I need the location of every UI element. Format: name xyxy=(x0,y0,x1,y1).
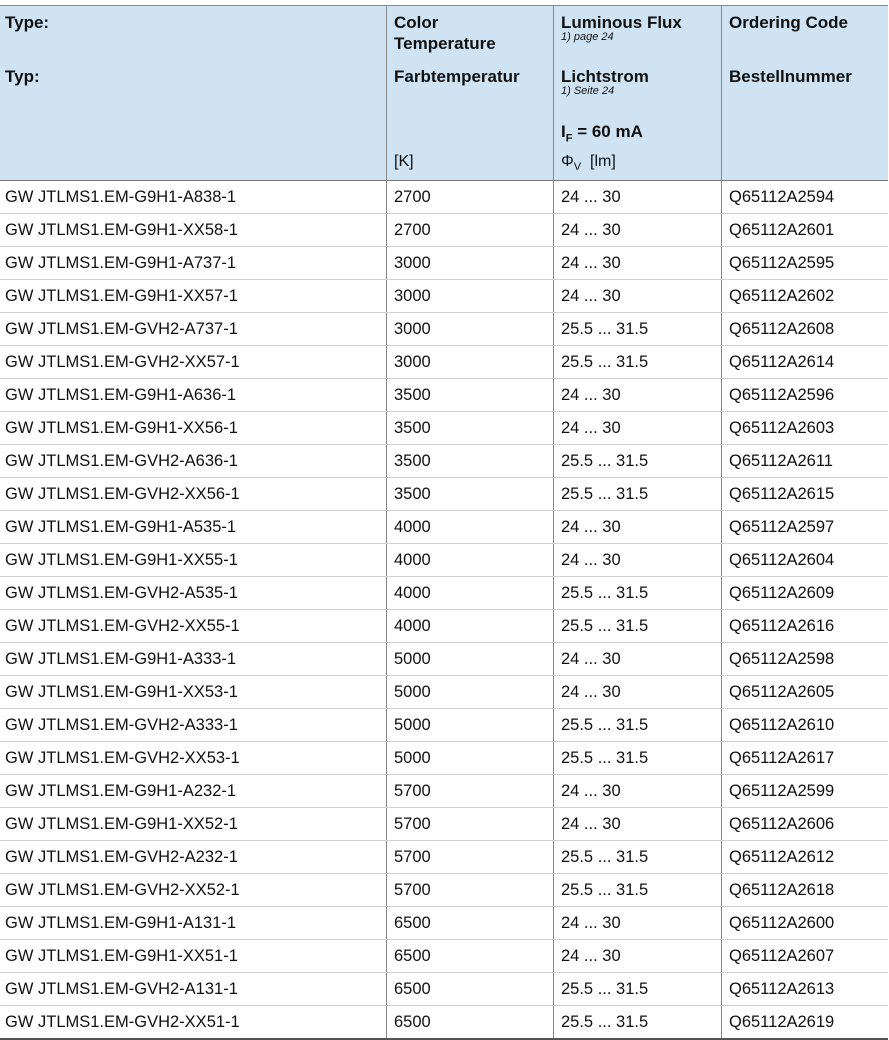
header-flux-de: Lichtstrom xyxy=(561,67,649,86)
cell-luminous-flux: 24 ... 30 xyxy=(553,643,722,675)
cell-ordering-code: Q65112A2596 xyxy=(721,379,889,411)
cell-type: GW JTLMS1.EM-G9H1-A333-1 xyxy=(5,650,237,668)
table-row xyxy=(0,379,888,412)
table-row xyxy=(0,940,888,973)
header-color-de: Farbtemperatur xyxy=(394,67,520,86)
header-type-en: Type: xyxy=(5,13,50,32)
header-luminous-flux xyxy=(553,6,722,180)
cell-luminous-flux: 25.5 ... 31.5 xyxy=(553,346,722,378)
cell-luminous-flux: 25.5 ... 31.5 xyxy=(553,709,722,741)
table-row xyxy=(0,841,888,874)
table-row xyxy=(0,346,888,379)
table-row xyxy=(0,577,888,610)
cell-ordering-code: Q65112A2603 xyxy=(721,412,889,444)
cell-ordering-code: Q65112A2606 xyxy=(721,808,889,840)
cell-ordering-code: Q65112A2611 xyxy=(721,445,889,477)
cell-color-temperature: 4000 xyxy=(386,544,554,576)
ordering-table xyxy=(0,5,888,1040)
cell-type: GW JTLMS1.EM-G9H1-A131-1 xyxy=(5,914,237,932)
cell-type: GW JTLMS1.EM-G9H1-A737-1 xyxy=(5,254,237,272)
cell-luminous-flux: 24 ... 30 xyxy=(553,940,722,972)
cell-luminous-flux: 25.5 ... 31.5 xyxy=(553,610,722,642)
cell-luminous-flux: 25.5 ... 31.5 xyxy=(553,445,722,477)
cell-color-temperature: 6500 xyxy=(386,973,554,1005)
table-row xyxy=(0,643,888,676)
table-row xyxy=(0,181,888,214)
cell-type: GW JTLMS1.EM-G9H1-A232-1 xyxy=(5,782,237,800)
cell-luminous-flux: 24 ... 30 xyxy=(553,412,722,444)
cell-color-temperature: 3500 xyxy=(386,379,554,411)
cell-ordering-code: Q65112A2608 xyxy=(721,313,889,345)
cell-color-temperature: 3000 xyxy=(386,313,554,345)
cell-ordering-code: Q65112A2616 xyxy=(721,610,889,642)
cell-luminous-flux: 25.5 ... 31.5 xyxy=(553,313,722,345)
cell-luminous-flux: 25.5 ... 31.5 xyxy=(553,742,722,774)
table-row xyxy=(0,247,888,280)
table-row xyxy=(0,313,888,346)
cell-type: GW JTLMS1.EM-G9H1-XX53-1 xyxy=(5,683,238,701)
cell-type: GW JTLMS1.EM-GVH2-XX52-1 xyxy=(5,881,240,899)
cell-ordering-code: Q65112A2605 xyxy=(721,676,889,708)
cell-ordering-code: Q65112A2598 xyxy=(721,643,889,675)
cell-color-temperature: 3000 xyxy=(386,280,554,312)
table-row xyxy=(0,511,888,544)
cell-ordering-code: Q65112A2600 xyxy=(721,907,889,939)
cell-luminous-flux: 25.5 ... 31.5 xyxy=(553,841,722,873)
cell-ordering-code: Q65112A2599 xyxy=(721,775,889,807)
cell-luminous-flux: 25.5 ... 31.5 xyxy=(553,478,722,510)
cell-ordering-code: Q65112A2610 xyxy=(721,709,889,741)
cell-luminous-flux: 24 ... 30 xyxy=(553,907,722,939)
cell-ordering-code: Q65112A2607 xyxy=(721,940,889,972)
cell-ordering-code: Q65112A2595 xyxy=(721,247,889,279)
table-row xyxy=(0,775,888,808)
cell-luminous-flux: 25.5 ... 31.5 xyxy=(553,1006,722,1038)
table-row xyxy=(0,874,888,907)
header-type-de: Typ: xyxy=(5,67,40,86)
cell-ordering-code: Q65112A2618 xyxy=(721,874,889,906)
cell-type: GW JTLMS1.EM-GVH2-A636-1 xyxy=(5,452,238,470)
cell-luminous-flux: 24 ... 30 xyxy=(553,181,722,213)
cell-ordering-code: Q65112A2602 xyxy=(721,280,889,312)
cell-luminous-flux: 24 ... 30 xyxy=(553,775,722,807)
cell-luminous-flux: 24 ... 30 xyxy=(553,808,722,840)
header-ordering-code xyxy=(721,6,889,180)
cell-color-temperature: 5000 xyxy=(386,742,554,774)
cell-ordering-code: Q65112A2604 xyxy=(721,544,889,576)
cell-type: GW JTLMS1.EM-GVH2-XX56-1 xyxy=(5,485,240,503)
table-row xyxy=(0,412,888,445)
header-flux-condition: $I_F = 60$ mA xyxy=(561,122,643,145)
cell-color-temperature: 5700 xyxy=(386,841,554,873)
table-row xyxy=(0,709,888,742)
cell-type: GW JTLMS1.EM-G9H1-XX51-1 xyxy=(5,947,238,965)
table-row xyxy=(0,808,888,841)
cell-type: GW JTLMS1.EM-G9H1-A535-1 xyxy=(5,518,237,536)
cell-color-temperature: 5700 xyxy=(386,775,554,807)
cell-color-temperature: 5000 xyxy=(386,643,554,675)
header-color-temperature xyxy=(386,6,554,180)
cell-luminous-flux: 24 ... 30 xyxy=(553,214,722,246)
table-row xyxy=(0,973,888,1006)
cell-ordering-code: Q65112A2597 xyxy=(721,511,889,543)
header-color-unit: [K] xyxy=(394,153,414,170)
cell-color-temperature: 3500 xyxy=(386,445,554,477)
table-row xyxy=(0,280,888,313)
cell-type: GW JTLMS1.EM-G9H1-XX58-1 xyxy=(5,221,238,239)
cell-type: GW JTLMS1.EM-G9H1-XX52-1 xyxy=(5,815,238,833)
cell-type: GW JTLMS1.EM-GVH2-A737-1 xyxy=(5,320,238,338)
cell-ordering-code: Q65112A2619 xyxy=(721,1006,889,1038)
cell-color-temperature: 3000 xyxy=(386,346,554,378)
cell-type: GW JTLMS1.EM-GVH2-A333-1 xyxy=(5,716,238,734)
table-row xyxy=(0,676,888,709)
header-color-en-1: Color xyxy=(394,13,439,32)
cell-ordering-code: Q65112A2617 xyxy=(721,742,889,774)
cell-type: GW JTLMS1.EM-GVH2-XX53-1 xyxy=(5,749,240,767)
cell-type: GW JTLMS1.EM-GVH2-A232-1 xyxy=(5,848,238,866)
header-flux-en-note: 1) page 24 xyxy=(561,31,614,43)
cell-color-temperature: 4000 xyxy=(386,610,554,642)
cell-luminous-flux: 24 ... 30 xyxy=(553,544,722,576)
table-row xyxy=(0,907,888,940)
cell-color-temperature: 6500 xyxy=(386,940,554,972)
table-row xyxy=(0,610,888,643)
header-flux-unit: $\Phi_V$ [lm] xyxy=(561,153,616,174)
header-color-en-2: Temperature xyxy=(394,34,496,53)
header-flux-de-note: 1) Seite 24 xyxy=(561,85,615,97)
cell-ordering-code: Q65112A2613 xyxy=(721,973,889,1005)
cell-ordering-code: Q65112A2601 xyxy=(721,214,889,246)
cell-luminous-flux: 24 ... 30 xyxy=(553,676,722,708)
cell-type: GW JTLMS1.EM-GVH2-A131-1 xyxy=(5,980,238,998)
header-type xyxy=(0,6,386,180)
cell-type: GW JTLMS1.EM-G9H1-XX56-1 xyxy=(5,419,238,437)
table-row xyxy=(0,544,888,577)
cell-ordering-code: Q65112A2615 xyxy=(721,478,889,510)
cell-type: GW JTLMS1.EM-G9H1-XX55-1 xyxy=(5,551,238,569)
table-row xyxy=(0,1006,888,1040)
cell-color-temperature: 6500 xyxy=(386,1006,554,1038)
table-row xyxy=(0,214,888,247)
cell-color-temperature: 5700 xyxy=(386,874,554,906)
cell-ordering-code: Q65112A2614 xyxy=(721,346,889,378)
cell-type: GW JTLMS1.EM-GVH2-XX51-1 xyxy=(5,1013,240,1031)
cell-color-temperature: 4000 xyxy=(386,577,554,609)
cell-color-temperature: 2700 xyxy=(386,181,554,213)
table-body xyxy=(0,181,888,1040)
header-order-en: Ordering Code xyxy=(729,13,849,32)
cell-ordering-code: Q65112A2594 xyxy=(721,181,889,213)
cell-type: GW JTLMS1.EM-G9H1-A838-1 xyxy=(5,188,237,206)
header-flux-en: Luminous Flux xyxy=(561,13,682,32)
cell-luminous-flux: 25.5 ... 31.5 xyxy=(553,973,722,1005)
cell-color-temperature: 3000 xyxy=(386,247,554,279)
cell-color-temperature: 4000 xyxy=(386,511,554,543)
cell-color-temperature: 2700 xyxy=(386,214,554,246)
cell-luminous-flux: 25.5 ... 31.5 xyxy=(553,577,722,609)
cell-color-temperature: 3500 xyxy=(386,412,554,444)
cell-color-temperature: 6500 xyxy=(386,907,554,939)
cell-luminous-flux: 24 ... 30 xyxy=(553,280,722,312)
cell-type: GW JTLMS1.EM-G9H1-XX57-1 xyxy=(5,287,238,305)
cell-luminous-flux: 25.5 ... 31.5 xyxy=(553,874,722,906)
table-row xyxy=(0,478,888,511)
cell-type: GW JTLMS1.EM-GVH2-A535-1 xyxy=(5,584,238,602)
cell-color-temperature: 3500 xyxy=(386,478,554,510)
cell-luminous-flux: 24 ... 30 xyxy=(553,247,722,279)
cell-type: GW JTLMS1.EM-G9H1-A636-1 xyxy=(5,386,237,404)
cell-color-temperature: 5000 xyxy=(386,709,554,741)
cell-type: GW JTLMS1.EM-GVH2-XX55-1 xyxy=(5,617,240,635)
header-order-de: Bestellnummer xyxy=(729,67,852,86)
table-header xyxy=(0,5,888,181)
cell-ordering-code: Q65112A2612 xyxy=(721,841,889,873)
cell-ordering-code: Q65112A2609 xyxy=(721,577,889,609)
table-row xyxy=(0,742,888,775)
cell-color-temperature: 5000 xyxy=(386,676,554,708)
cell-color-temperature: 5700 xyxy=(386,808,554,840)
table-row xyxy=(0,445,888,478)
cell-luminous-flux: 24 ... 30 xyxy=(553,379,722,411)
cell-luminous-flux: 24 ... 30 xyxy=(553,511,722,543)
cell-type: GW JTLMS1.EM-GVH2-XX57-1 xyxy=(5,353,240,371)
